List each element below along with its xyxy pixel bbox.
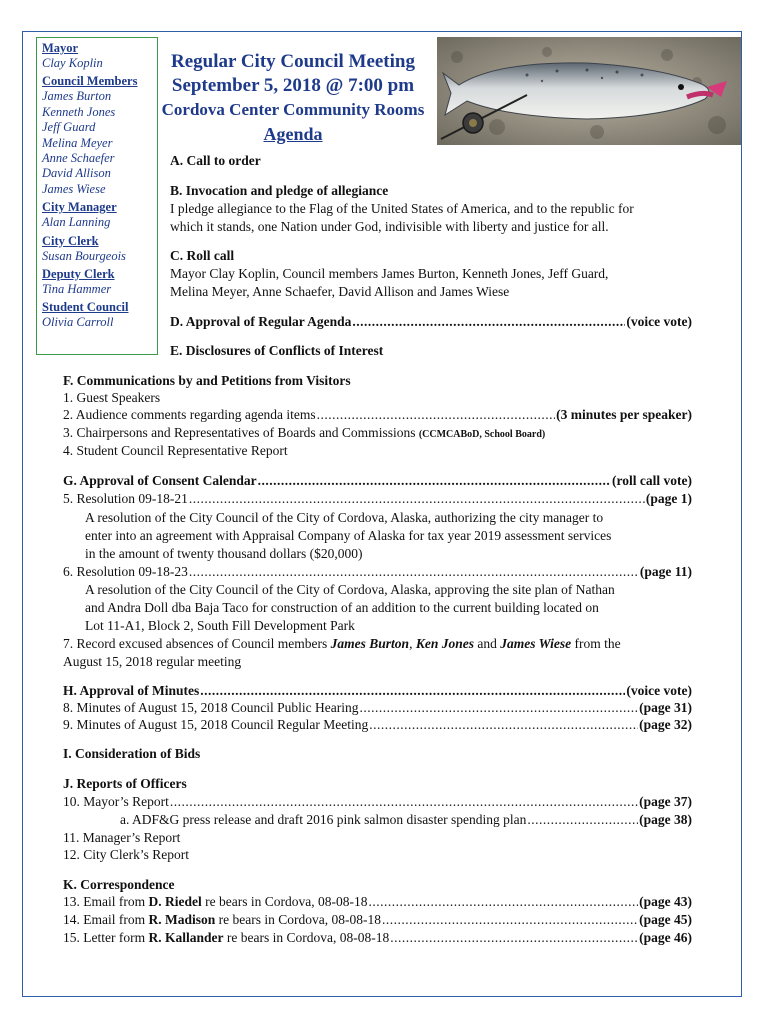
- item-9-page: (page 32): [639, 717, 692, 732]
- item-13-label: [63, 893, 367, 911]
- item-13-prefix: 13. Email from: [63, 894, 149, 909]
- roll-call-line1: Mayor Clay Koplin, Council members James Burton, Kenneth Jones, Jeff Guard,: [170, 266, 609, 281]
- item-5-text-line1: A resolution of the City Council of the City of Cordova, Alaska, authorizing the city manager to: [85, 510, 604, 525]
- item-c-roll-call: C. Roll call: [170, 248, 235, 263]
- item-8-page: (page 31): [639, 700, 692, 715]
- meeting-location: Cordova Center Community Rooms: [161, 100, 425, 119]
- item-2-audience-comments: [63, 406, 692, 424]
- member-name: James Wiese: [500, 636, 572, 651]
- item-1-guest-speakers: 1. Guest Speakers: [63, 390, 161, 405]
- sidebar-role: Mayor: [42, 41, 79, 55]
- item-6-resolution: [63, 563, 692, 581]
- item-5-page: (page 1): [645, 491, 692, 506]
- item-6-page: (page 11): [639, 564, 692, 579]
- leader-dots: [317, 406, 555, 424]
- item-14-label: [63, 911, 381, 929]
- item-h-approval-minutes: [63, 682, 692, 700]
- item-12-clerk-report: 12. City Clerk’s Report: [63, 847, 189, 862]
- sidebar-role: Deputy Clerk: [42, 267, 115, 282]
- item-g-consent-calendar: [63, 472, 692, 490]
- sidebar-person-name: James Wiese: [42, 181, 106, 196]
- sidebar-role: Student Council: [42, 300, 129, 315]
- item-14-prefix: 14. Email from: [63, 912, 149, 927]
- item-g-vote: (roll call vote): [612, 473, 692, 488]
- sender-name: R. Madison: [148, 912, 216, 927]
- item-3-chairpersons: [63, 424, 545, 444]
- item-7-suffix: from the: [571, 636, 621, 651]
- item-5-text-line3: in the amount of twenty thousand dollars ($20,000): [85, 546, 363, 561]
- item-2-note: (3 minutes per speaker): [556, 407, 692, 422]
- leader-dots: [369, 716, 638, 734]
- item-13-page: (page 43): [639, 894, 692, 909]
- leader-dots: [352, 313, 625, 331]
- item-5-resolution: [63, 490, 692, 508]
- salmon-fishing-photo-icon: [437, 37, 741, 145]
- item-d-approval-agenda: [170, 313, 692, 331]
- sidebar-person-name: Clay Koplin: [42, 56, 103, 70]
- item-d-vote: (voice vote): [626, 314, 692, 329]
- roll-call-line2: Melina Meyer, Anne Schaefer, David Allison and James Wiese: [170, 284, 510, 299]
- item-a-call-to-order: A. Call to order: [170, 153, 261, 168]
- item-e-disclosures: E. Disclosures of Conflicts of Interest: [170, 343, 384, 358]
- item-15-page: (page 46): [639, 930, 692, 945]
- item-10-label: 10. Mayor’s Report: [63, 794, 169, 809]
- item-10a-page: (page 38): [639, 812, 692, 827]
- leader-dots: [527, 811, 638, 829]
- item-h-label: H. Approval of Minutes: [63, 683, 200, 698]
- item-10-mayor-report: [63, 793, 692, 811]
- leader-dots: [258, 472, 611, 490]
- leader-dots: [359, 699, 638, 717]
- sidebar-person-name: Jeff Guard: [42, 120, 96, 135]
- sidebar-role: Council Members: [42, 74, 138, 89]
- leader-dots: [382, 911, 638, 929]
- sender-name: R. Kallander: [148, 930, 224, 945]
- item-14-page: (page 45): [639, 912, 692, 927]
- officials-sidebar: [36, 37, 158, 355]
- member-name: James Burton: [330, 636, 410, 651]
- leader-dots: [200, 682, 625, 700]
- item-8-label: 8. Minutes of August 15, 2018 Council Public Hearing: [63, 700, 359, 715]
- sidebar-person-name: Tina Hammer: [42, 282, 112, 297]
- sidebar-person-name: Anne Schaefer: [42, 151, 115, 166]
- sidebar-person-name: Susan Bourgeois: [42, 248, 126, 263]
- item-10a-adfg-release: [120, 811, 692, 829]
- item-9-label: 9. Minutes of August 15, 2018 Council Regular Meeting: [63, 717, 369, 732]
- leader-dots: [189, 490, 645, 508]
- meeting-title: Regular City Council Meeting: [171, 51, 415, 72]
- pledge-text-line1: I pledge allegiance to the Flag of the United States of America, and to the republic for: [170, 201, 634, 216]
- item-6-label: 6. Resolution 09-18-23: [63, 564, 188, 579]
- item-13-subject: re bears in Cordova, 08-08-18: [201, 894, 368, 909]
- item-14-subject: re bears in Cordova, 08-08-18: [215, 912, 381, 927]
- separator: and: [473, 636, 501, 651]
- sidebar-person-name: Kenneth Jones: [42, 104, 116, 119]
- item-11-manager-report: 11. Manager’s Report: [63, 830, 181, 845]
- pledge-text-line2: which it stands, one Nation under God, indivisible with liberty and justice for all.: [170, 219, 609, 234]
- sidebar-person-name: James Burton: [42, 89, 112, 104]
- item-13-email: [63, 893, 692, 911]
- sidebar-person-name: Olivia Carroll: [42, 315, 114, 330]
- item-5-text-line2: enter into an agreement with Appraisal Company of Alaska for tax year 2019 assessment services: [85, 528, 612, 543]
- sidebar-person-name: David Allison: [42, 166, 111, 181]
- item-3-label: 3. Chairpersons and Representatives of Boards and Commissions: [63, 425, 416, 440]
- item-15-label: [63, 929, 389, 947]
- sender-name: D. Riedel: [148, 894, 202, 909]
- item-10a-label: a. ADF&G press release and draft 2016 pink salmon disaster spending plan: [120, 812, 527, 827]
- item-j-reports-officers: J. Reports of Officers: [63, 776, 187, 791]
- item-7-text-line2: August 15, 2018 regular meeting: [63, 654, 242, 669]
- item-g-label: G. Approval of Consent Calendar: [63, 473, 257, 488]
- item-5-label: 5. Resolution 09-18-21: [63, 491, 188, 506]
- item-i-consideration-bids: I. Consideration of Bids: [63, 746, 201, 761]
- leader-dots: [189, 563, 639, 581]
- item-7-excused-absences: [63, 635, 621, 653]
- sidebar-person-name: Alan Lanning: [42, 215, 111, 230]
- item-k-correspondence: K. Correspondence: [63, 877, 175, 892]
- item-3-boards: (CCMCABoD, School Board): [418, 429, 546, 440]
- item-2-label: 2. Audience comments regarding agenda items: [63, 407, 316, 422]
- item-7-label: 7. Record excused absences of Council members: [63, 636, 331, 651]
- sidebar-person-name: Melina Meyer: [42, 135, 113, 150]
- item-d-label: D. Approval of Regular Agenda: [170, 314, 352, 329]
- item-6-text-line3: Lot 11-A1, Block 2, South Fill Development Park: [85, 618, 355, 633]
- item-9-minutes: [63, 716, 692, 734]
- item-14-email: [63, 911, 692, 929]
- item-15-prefix: 15. Letter form: [63, 930, 149, 945]
- item-15-letter: [63, 929, 692, 947]
- item-15-subject: re bears in Cordova, 08-08-18: [223, 930, 390, 945]
- item-4-student-council: 4. Student Council Representative Report: [63, 443, 288, 458]
- item-6-text-line2: and Andra Doll dba Baja Taco for construction of an addition to the current building located on: [85, 600, 599, 615]
- leader-dots: [170, 793, 638, 811]
- sidebar-role: City Manager: [42, 200, 117, 215]
- item-10-page: (page 37): [639, 794, 692, 809]
- sidebar-role: City Clerk: [42, 233, 99, 248]
- agenda-heading: Agenda: [263, 124, 323, 144]
- meeting-date: September 5, 2018 @ 7:00 pm: [171, 75, 415, 96]
- member-name: Ken Jones: [415, 636, 474, 651]
- item-f-communications: F. Communications by and Petitions from Visitors: [63, 373, 351, 388]
- item-b-invocation: B. Invocation and pledge of allegiance: [170, 183, 389, 198]
- item-6-text-line1: A resolution of the City Council of the City of Cordova, Alaska, approving the site plan of Nathan: [85, 582, 615, 597]
- leader-dots: [390, 929, 638, 947]
- meeting-header: [148, 50, 438, 146]
- item-8-minutes: [63, 699, 692, 717]
- item-h-vote: (voice vote): [626, 683, 692, 698]
- separator: ,: [409, 636, 416, 651]
- leader-dots: [368, 893, 638, 911]
